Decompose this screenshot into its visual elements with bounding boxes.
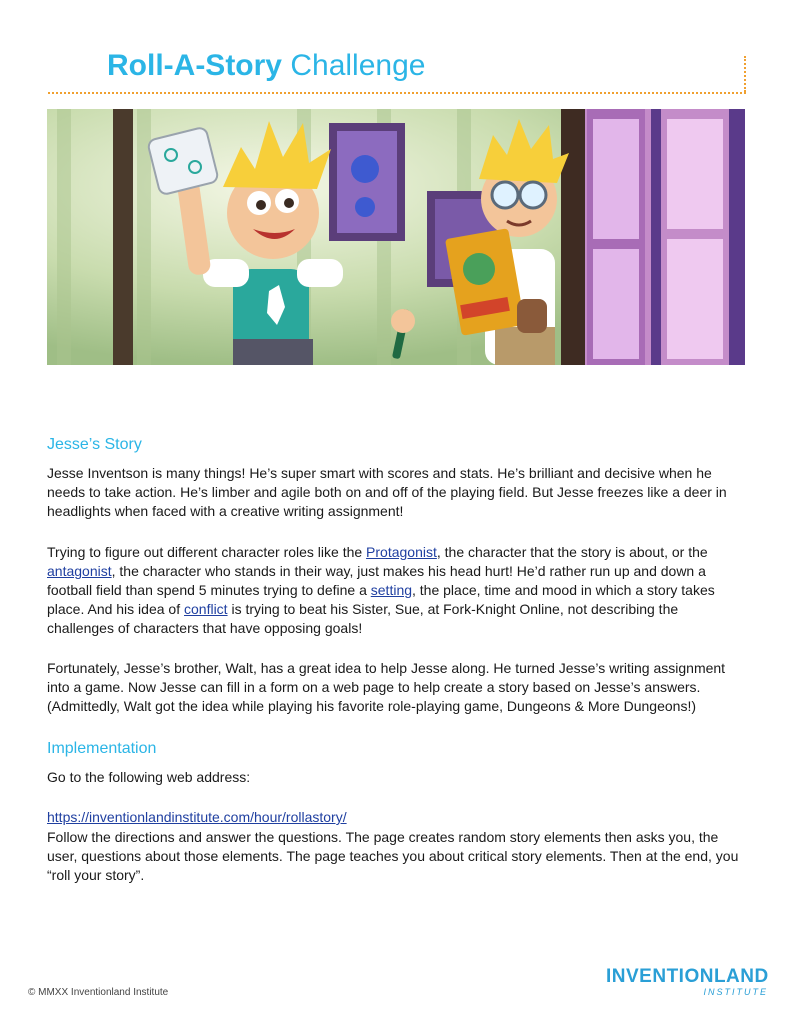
antagonist-link[interactable]: antagonist (47, 563, 112, 579)
title-bold: Roll-A-Story (107, 49, 282, 82)
story-p2-text-e: is trying to beat his Sister, Sue, at Fork-Knight Online, not describing the challenges of characters that have opposing goals! (47, 601, 679, 636)
story-p2-text-a: Trying to figure out different character roles like the (47, 544, 367, 560)
story-paragraph-2 (47, 543, 747, 638)
inventionland-logo (606, 966, 768, 1000)
hero-illustration (47, 109, 745, 365)
title-rule-vertical (744, 56, 746, 92)
conflict-link[interactable]: conflict (184, 601, 228, 617)
story-p2-text-c: , the character who stands in their way, just makes his head hurt! He’d rather run up and down a football field than spend 5 minutes trying to define a (47, 563, 706, 598)
story-p2-text-d: , the place, time and mood in which a story takes place. And his idea of (47, 582, 715, 617)
page-title (107, 48, 425, 84)
protagonist-link[interactable]: Protagonist (366, 544, 437, 560)
implementation-paragraph-2: Follow the directions and answer the questions. The page creates random story elements then asks you, the user, questions about those elements. The page teaches you about critical story elements. Then at the end, you “roll your story”. (47, 829, 739, 883)
title-rest: Challenge (290, 49, 426, 82)
rollastory-link[interactable]: https://inventionlandinstitute.com/hour/rollastory/ (47, 809, 347, 825)
title-rule (48, 92, 746, 94)
footer-copyright: © MMXX Inventionland Institute (28, 987, 169, 998)
story-paragraph-3: Fortunately, Jesse’s brother, Walt, has a great idea to help Jesse along. He turned Jesse’s writing assignment into a game. Now Jesse can fill in a form on a web page to help create a story based on Jesse’s answers. (Admittedly, Walt got the idea while playing his favorite role-playing game, Dungeons & More Dungeons!) (47, 660, 726, 714)
logo-sub-text: INSTITUTE (703, 987, 768, 997)
implementation-url-line (47, 808, 747, 827)
implementation-paragraph-1: Go to the following web address: (47, 769, 251, 785)
section-heading-implementation: Implementation (47, 740, 157, 757)
logo-main-text: INVENTIONLAND (606, 966, 769, 987)
story-p2-text-b: , the character that the story is about, or the (436, 544, 708, 560)
story-paragraph-1: Jesse Inventson is many things! He’s super smart with scores and stats. He’s brilliant and decisive when he needs to take action. He’s limber and agile both on and off of the playing field. But Jesse freezes like a deer in headlights when faced with a creative writing assignment! (47, 465, 727, 519)
section-heading-story: Jesse’s Story (47, 436, 142, 453)
setting-link[interactable]: setting (370, 582, 413, 598)
